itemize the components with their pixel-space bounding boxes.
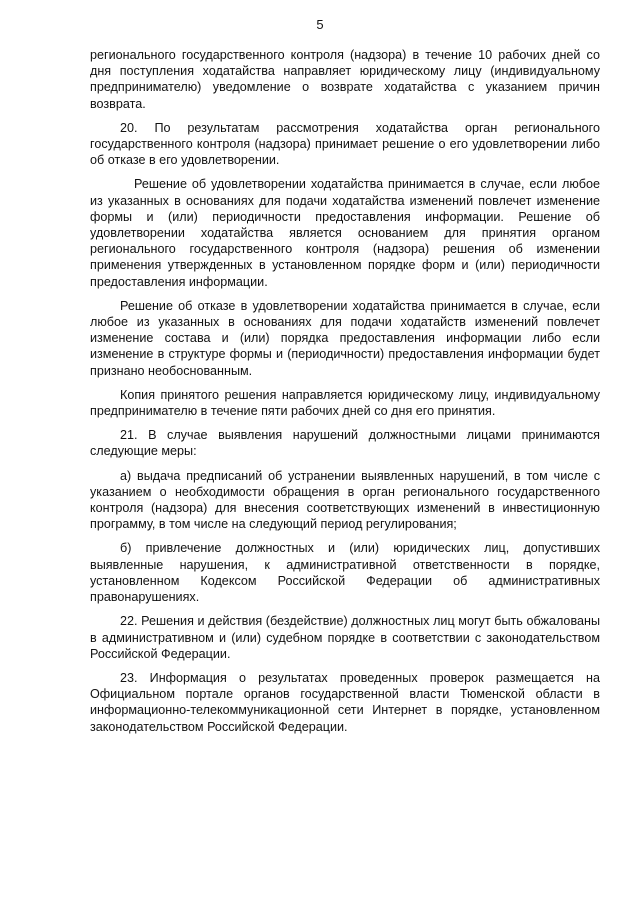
paragraph-20: 20. По результатам рассмотрения ходатайства орган регионального государственного контроля (надзора) принимает решение о его удовлетворении либо об отказе в его удовлетворении. [90, 120, 600, 168]
document-body [90, 47, 600, 743]
paragraph-decision-copy: Копия принятого решения направляется юридическому лицу, индивидуальному предпринимателю в течение пяти рабочих дней со дня его принятия. [90, 387, 600, 419]
paragraph-23: 23. Информация о результатах проведенных проверок размещается на Официальном портале органов государственной власти Тюменской области в информационно-телекоммуникационной сети Интернет в порядке, установленном законодательством Российской Федерации. [90, 670, 600, 734]
paragraph-21: 21. В случае выявления нарушений должностными лицами принимаются следующие меры: [90, 428, 600, 459]
paragraph-refusal-decision: Решение об отказе в удовлетворении ходатайства принимается в случае, если любое из указанных в основаниях для подачи ходатайств изменений повлечет изменение состава и (или) порядка предоставления информации либо если изменение в структуре формы и (периодичности) предоставления информации будет признано необоснованным. [90, 298, 600, 378]
page-number: 5 [316, 17, 324, 32]
paragraph-22: 22. Решения и действия (бездействие) должностных лиц могут быть обжалованы в административном и (или) судебном порядке в соответствии с законодательством Российской Федерации. [90, 614, 600, 661]
paragraph-21-b: б) привлечение должностных и (или) юридических лиц, допустивших выявленные нарушения, к административной ответственности в порядке, установленном Кодексом Российской Федерации об административных правонарушениях. [90, 541, 600, 605]
paragraph-continuation: регионального государственного контроля (надзора) в течение 10 рабочих дней со дня поступления ходатайства направляет юридическому лицу (индивидуальному предпринимателю) уведомление о возврате ходатайства с указанием причин возврата. [90, 48, 600, 111]
paragraph-21-a: а) выдача предписаний об устранении выявленных нарушений, в том числе с указанием о необходимости обращения в орган регионального государственного контроля (надзора) для внесения соответствующих изменений в инвестиционную программу, в том числе на следующий период регулирования; [90, 468, 600, 532]
paragraph-satisfaction-decision: Решение об удовлетворении ходатайства принимается в случае, если любое из указанных в основаниях для подачи ходатайства изменений повлечет изменение формы и (или) периодичности предоставления информации. Решение об удовлетворении ходатайства является основанием для принятия органом регионального государственного контроля (надзора) решения об изменении применения утвержденных в установленном порядке форм и (или) периодичности предоставления информации. [90, 177, 600, 289]
